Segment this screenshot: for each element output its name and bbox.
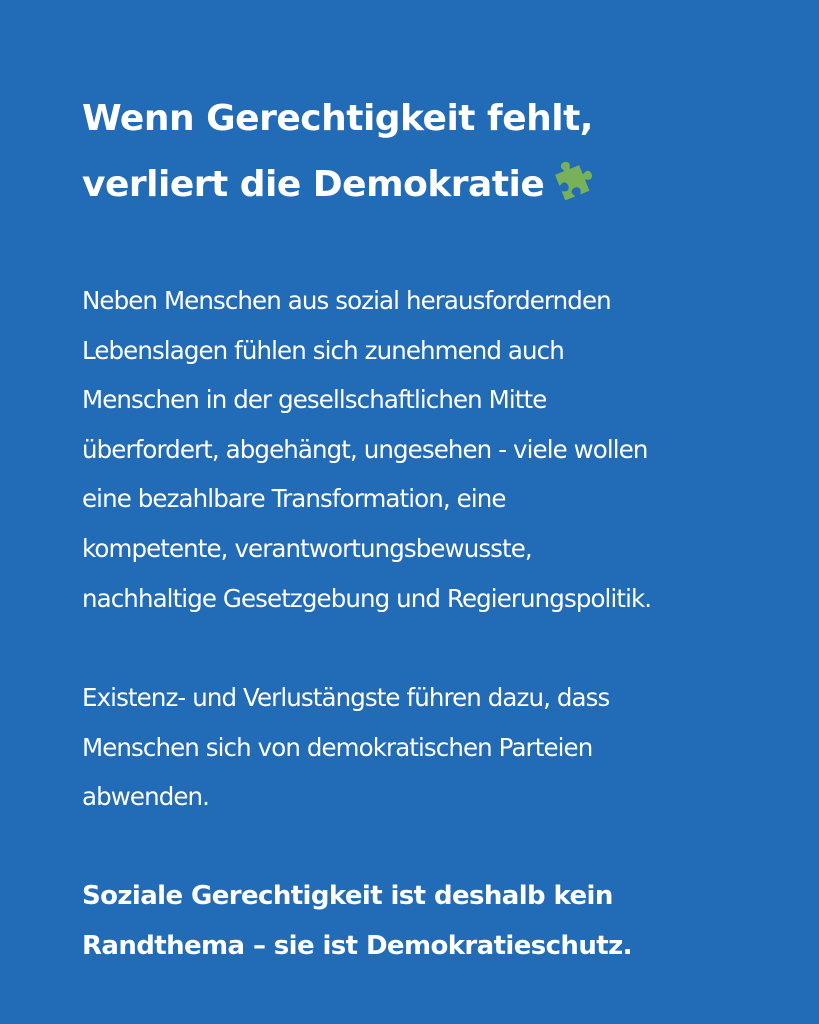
headline-line-2-text: verliert die Demokratie <box>82 164 545 205</box>
text-line: Neben Menschen aus sozial herausfordernden <box>82 286 611 315</box>
text-line: eine bezahlbare Transformation, eine <box>82 484 506 514</box>
puzzle-piece-icon <box>550 154 602 206</box>
headline <box>82 86 762 218</box>
text-line: Randthema – sie ist Demokratieschutz. <box>82 930 632 961</box>
text-line: Existenz- und Verlustängste führen dazu, dass <box>82 683 610 713</box>
paragraph-intro <box>82 276 762 623</box>
text-line: kompetente, verantwortungsbewusste, <box>82 533 532 563</box>
text-line: Soziale Gerechtigkeit ist deshalb kein <box>82 880 613 911</box>
text-line: abwenden. <box>82 782 210 812</box>
headline-line-2 <box>82 152 762 218</box>
paragraph-conclusion <box>82 872 762 971</box>
text-line: Lebenslagen fühlen sich zunehmend auch <box>82 335 564 365</box>
headline-line-1: Wenn Gerechtigkeit fehlt, <box>82 98 593 139</box>
text-line: nachhaltige Gesetzgebung und Regierungspolitik. <box>82 583 652 613</box>
post-content <box>82 86 762 971</box>
text-line: Menschen in der gesellschaftlichen Mitte <box>82 385 547 415</box>
paragraph-fears <box>82 673 762 822</box>
text-line: überfordert, abgehängt, ungesehen - viele wollen <box>82 434 648 464</box>
text-line: Menschen sich von demokratischen Parteien <box>82 732 593 762</box>
